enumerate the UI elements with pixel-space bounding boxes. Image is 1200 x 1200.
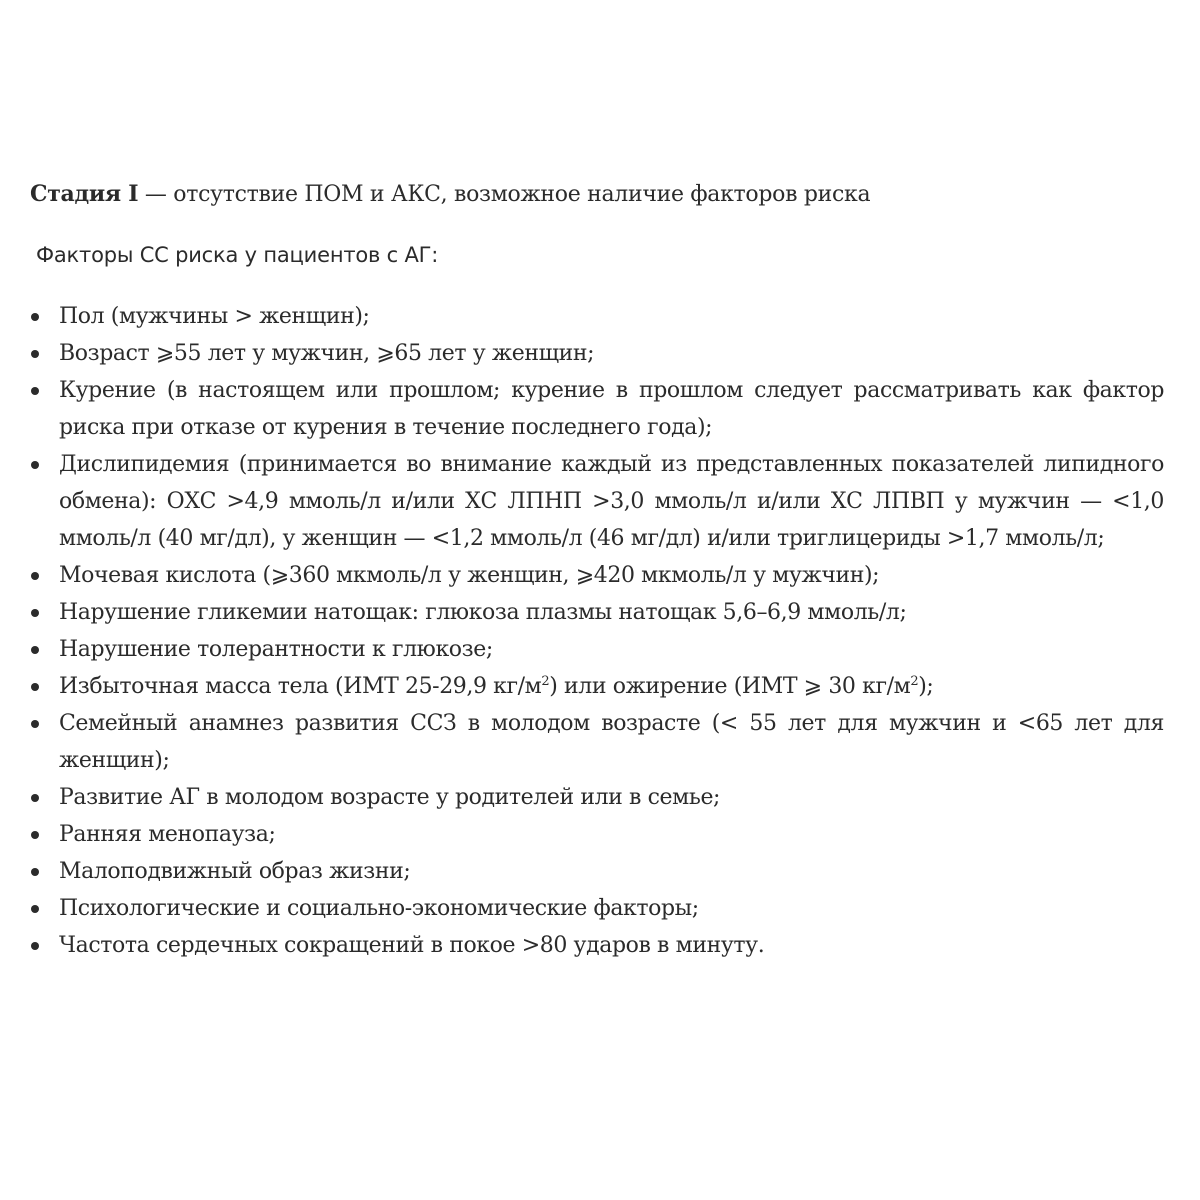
bmi-superscript-2: 2 — [910, 674, 919, 689]
list-item: Семейный анамнез развития ССЗ в молодом возрасте (< 55 лет для мужчин и <65 лет для женщин); — [30, 705, 1164, 779]
list-item: Развитие АГ в молодом возрасте у родителей или в семье; — [30, 779, 1164, 816]
list-item: Ранняя менопауза; — [30, 816, 1164, 853]
bmi-text-2: ) или ожирение (ИМТ ⩾ 30 кг/м — [549, 674, 911, 699]
list-item: Нарушение толерантности к глюкозе; — [30, 631, 1164, 668]
list-item: Частота сердечных сокращений в покое >80 ударов в минуту. — [30, 927, 1164, 964]
list-item: Мочевая кислота (⩾360 мкмоль/л у женщин, ⩾420 мкмоль/л у мужчин); — [30, 557, 1164, 594]
bmi-text-1: Избыточная масса тела (ИМТ 25-29,9 кг/м — [59, 674, 542, 699]
list-item: Пол (мужчины > женщин); — [30, 298, 1164, 335]
stage-description: — отсутствие ПОМ и АКС, возможное наличие факторов риска — [138, 182, 871, 207]
factors-heading: Факторы СС риска у пациентов с АГ: — [36, 243, 439, 267]
stage-label: Стадия I — [30, 181, 139, 207]
bmi-superscript-1: 2 — [541, 674, 550, 689]
document-body — [30, 176, 1164, 964]
list-item: Психологические и социально-экономические факторы; — [30, 890, 1164, 927]
list-item: Малоподвижный образ жизни; — [30, 853, 1164, 890]
stage-heading — [30, 176, 1164, 213]
list-item: Нарушение гликемии натощак: глюкоза плазмы натощак 5,6–6,9 ммоль/л; — [30, 594, 1164, 631]
list-item-bmi — [30, 668, 1164, 705]
list-item: Дислипидемия (принимается во внимание каждый из представленных показателей липидного обмена): ОХС >4,9 ммоль/л и/или ХС ЛПНП >3,0 ммоль/л и/или ХС ЛПВП у мужчин — <1,0 ммоль/л (40 мг/дл), у женщин — <1,2 ммоль/л (46 мг/дл) и/или триглицериды >1,7 ммоль/л; — [30, 446, 1164, 557]
list-item: Курение (в настоящем или прошлом; курение в прошлом следует рассматривать как фактор риска при отказе от курения в течение последнего года); — [30, 372, 1164, 446]
risk-factor-list — [30, 298, 1164, 964]
bmi-text-3: ); — [918, 674, 934, 699]
list-item: Возраст ⩾55 лет у мужчин, ⩾65 лет у женщин; — [30, 335, 1164, 372]
